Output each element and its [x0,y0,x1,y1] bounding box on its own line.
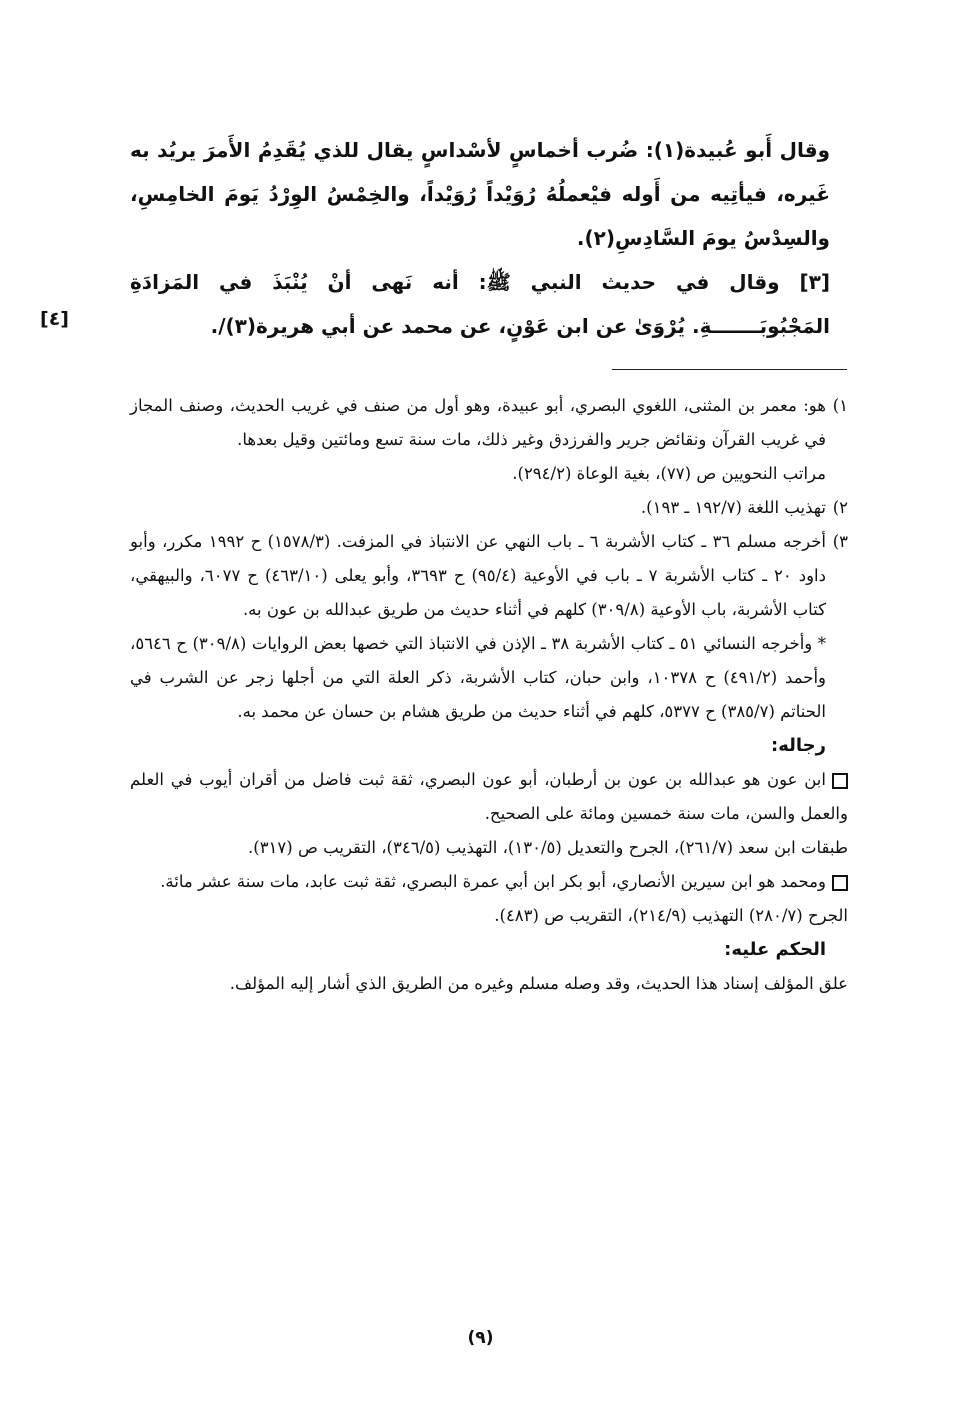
page-number: (٩) [467,1328,494,1348]
narrator-1 [130,763,848,865]
footnote-line: أخرجه مسلم ٣٦ ـ كتاب الأشربة ٦ ـ باب النهي عن الانتباذ في المزفت. (١٥٧٨/٣) ح ١٩٩٢ مكرر، وأبو داود ٢٠ ـ كتاب الأشربة ٧ ـ باب في الأوعية (٩٥/٤) ح ٣٦٩٣، وأبو يعلى (٤٦٣/١٠) ح ٦٠٧٧، والبيهقي، كتاب الأشربة، باب الأوعية (٣٠٩/٨) كلهم في أثناء حديث من طريق عبدالله بن عون به. [130,532,826,619]
narrator-text: ومحمد هو ابن سيرين الأنصاري، أبو بكر ابن أبي عمرة البصري، ثقة ثبت عابد، مات سنة عشر مائة. [160,872,826,891]
hukm-text: علق المؤلف إسناد هذا الحديث، وقد وصله مسلم وغيره من الطريق الذي أشار إليه المؤلف. [229,974,848,993]
footnote-2 [130,491,848,525]
footnote-number: ١) [832,396,848,415]
footnote-separator [612,369,847,370]
margin-page-marker: [٤] [40,308,69,330]
square-bullet-icon [832,875,848,891]
square-bullet-icon [832,773,848,789]
narrator-text: ابن عون هو عبدالله بن عون بن أرطبان، أبو عون البصري، ثقة ثبت فاضل من أقران أيوب في العلم والعمل والسن، مات سنة خمسين ومائة على الصحيح. [130,770,848,823]
footnote-number: ٣) [832,532,848,551]
narrator-2 [130,865,848,933]
narrator-sources: الجرح (٢٨٠/٧) التهذيب (٢١٤/٩)، التقريب ص (٤٨٣). [494,906,848,925]
footnote-line: مراتب النحويين ص (٧٧)، بغية الوعاة (٢٩٤/٢). [512,464,826,483]
footnotes [130,389,848,1001]
footnote-1 [130,389,848,491]
main-text [130,128,830,348]
hukm-heading: الحكم عليه: [724,939,826,960]
main-paragraph-2: [٣] وقال في حديث النبي ﷺ: أنه نَهى أنْ يُنْبَذَ في المَزادَةِ المَجْبُوبَـــــــةِ. يُرْوَىٰ عن ابن عَوْنٍ، عن محمد عن أبي هريرة(٣)/. [130,270,830,338]
footnote-line: * وأخرجه النسائي ٥١ ـ كتاب الأشربة ٣٨ ـ الإذن في الانتباذ التي خصها بعض الروايات (٣٠٩/٨) ح ٥٦٤٦، وأحمد (٤٩١/٢) ح ١٠٣٧٨، وابن حبان، كتاب الأشربة، ذكر العلة التي من أجلها زجر عن الشرب في الحناتم (٣٨٥/٧) ح ٥٣٧٧، كلهم في أثناء حديث من طريق هشام بن حسان عن محمد به. [130,634,827,721]
footnote-line: هو: معمر بن المثنى، اللغوي البصري، أبو عبيدة، وهو أول من صنف في غريب الحديث، وصنف المجاز في غريب القرآن ونقائض جرير والفرزدق وغير ذلك، مات سنة تسع ومائتين وقيل بعدها. [130,396,826,449]
footnote-3 [130,525,848,729]
narrator-sources: طبقات ابن سعد (٢٦١/٧)، الجرح والتعديل (١٣٠/٥)، التهذيب (٣٤٦/٥)، التقريب ص (٣١٧). [248,838,848,857]
footnote-line: تهذيب اللغة (١٩٢/٧ ـ ١٩٣). [640,498,826,517]
main-paragraph-1: وقال أَبو عُبيدة(١): ضُرب أخماسٍ لأسْداسٍ يقال للذي يُقَدِمُ الأَمرَ يريُد به غَيره، فيأتِيه من أَوله فيْعملُهُ رُوَيْداً رُوَيْداً، والخِمْسُ الوِرْدُ يَومَ الخامِسِ، والسِدْسُ يومَ السَّادِسِ(٢). [130,138,830,250]
rijal-heading: رجاله: [771,735,826,756]
footnote-number: ٢) [832,498,848,517]
